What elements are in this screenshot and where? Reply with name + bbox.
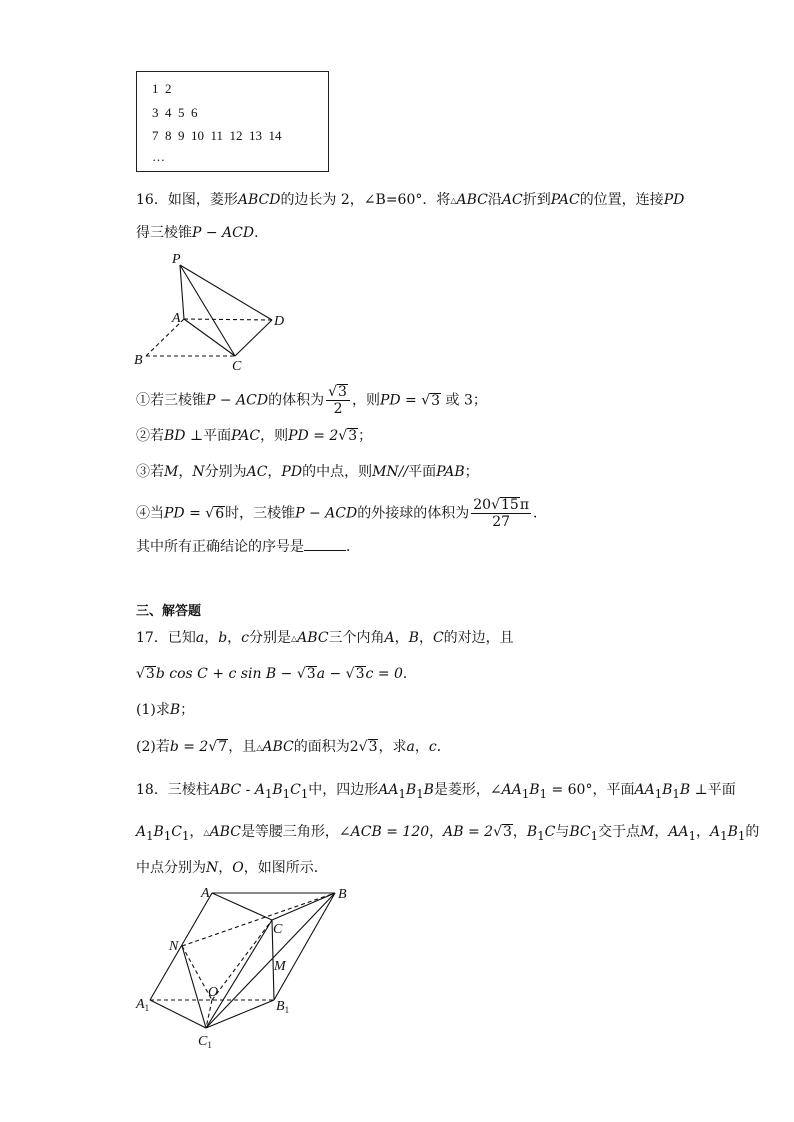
edge-PC xyxy=(180,265,235,356)
edge-PD xyxy=(180,265,272,320)
label-O: O xyxy=(208,985,219,1000)
q16-stem-line1: 16．如图，菱形ABCD的边长为 2，∠B=60°．将△ABC沿AC折到PAC的位置，连接PD xyxy=(136,192,685,208)
q18-stem-line2: $A_1B_1C_1$，△ABC是等腰三角形，∠ACB = 120，AB = 2√3，$B_1C$与$BC_1$交于点M，$AA_1$，$A_1B_1$的 xyxy=(136,824,760,843)
answer-blank xyxy=(304,536,346,551)
label-A: A xyxy=(172,311,181,326)
q18-stem-line3: 中点分别为N，O，如图所示． xyxy=(136,860,328,876)
edge-AC xyxy=(212,893,272,920)
label-B1: $B_1$ xyxy=(276,999,290,1015)
edge-BC1 xyxy=(206,893,335,1028)
fraction: $\frac{√3}{2}$ xyxy=(326,384,350,417)
label-C: C xyxy=(273,922,283,937)
fraction: $\frac{20√15\pi}{27}$ xyxy=(473,497,530,530)
q16-option-2: ②若BD ⊥平面PAC，则PD = 2√3； xyxy=(136,428,373,444)
table-row: … xyxy=(152,149,165,164)
edge-CD xyxy=(235,320,272,356)
q16-option-1: ①若三棱锥P − ACD的体积为 $\frac{√3}{2}$ ，则PD = √3 或 3； xyxy=(136,384,487,417)
edge-B1C1 xyxy=(206,1000,274,1028)
label-C1: $C_1$ xyxy=(198,1034,212,1050)
edge-NC1 xyxy=(182,946,206,1028)
edge-AD xyxy=(184,319,272,320)
table-row: 1 2 xyxy=(152,81,172,96)
q18-stem-line1: 18．三棱柱ABC - $A_1B_1C_1$中，四边形$AA_1B_1B$是菱形，$\angle AA_1B_1 = 60^\circ$，平面$AA_1B_1B$ ⊥平面 xyxy=(136,782,736,801)
q16-stem-line2: 得三棱锥P − ACD． xyxy=(136,225,269,241)
q17-equation: √3b cos C + c sin B − √3a − √3c = 0． xyxy=(136,666,417,682)
q17-stem: 17．已知a，b，c分别是△ABC三个内角A，B，C的对边，且 xyxy=(136,630,514,646)
label-B: B xyxy=(134,353,143,368)
number-table xyxy=(136,71,329,172)
table-row: 7 8 9 10 11 12 13 14 xyxy=(152,128,282,143)
q16-option-4: ④当PD = √6时，三棱锥P − ACD的外接球的体积为 $\frac{20√15\pi}{27}$ ． xyxy=(136,497,548,530)
table-row: 3 4 5 6 xyxy=(152,105,198,120)
prism-figure xyxy=(128,880,358,1050)
label-D: D xyxy=(274,314,285,329)
pyramid-figure xyxy=(128,250,298,375)
q16-option-3: ③若M，N分别为AC，PD的中点，则MN//平面PAB； xyxy=(136,464,479,480)
label-B: B xyxy=(338,887,347,902)
label-A1: $A_1$ xyxy=(136,997,150,1013)
label-P: P xyxy=(172,252,181,267)
edge-PA xyxy=(180,265,184,319)
edge-OC xyxy=(212,920,272,1000)
label-M: M xyxy=(274,959,286,974)
edge-CC1 xyxy=(206,920,272,1028)
q17-part-2: (2)若b = 2√7，且△ABC的面积为2√3，求a，c． xyxy=(136,739,451,755)
edge-CB xyxy=(272,893,335,920)
label-C: C xyxy=(232,359,242,374)
label-A: A xyxy=(201,886,210,901)
q16-ask: 其中所有正确结论的序号是 ． xyxy=(136,536,360,557)
q17-part-1: (1)求B； xyxy=(136,702,195,718)
edge-A1C1 xyxy=(150,1000,206,1028)
edge-AC xyxy=(184,319,235,356)
label-N: N xyxy=(169,939,179,954)
section-title: 三、解答题 xyxy=(136,604,202,619)
